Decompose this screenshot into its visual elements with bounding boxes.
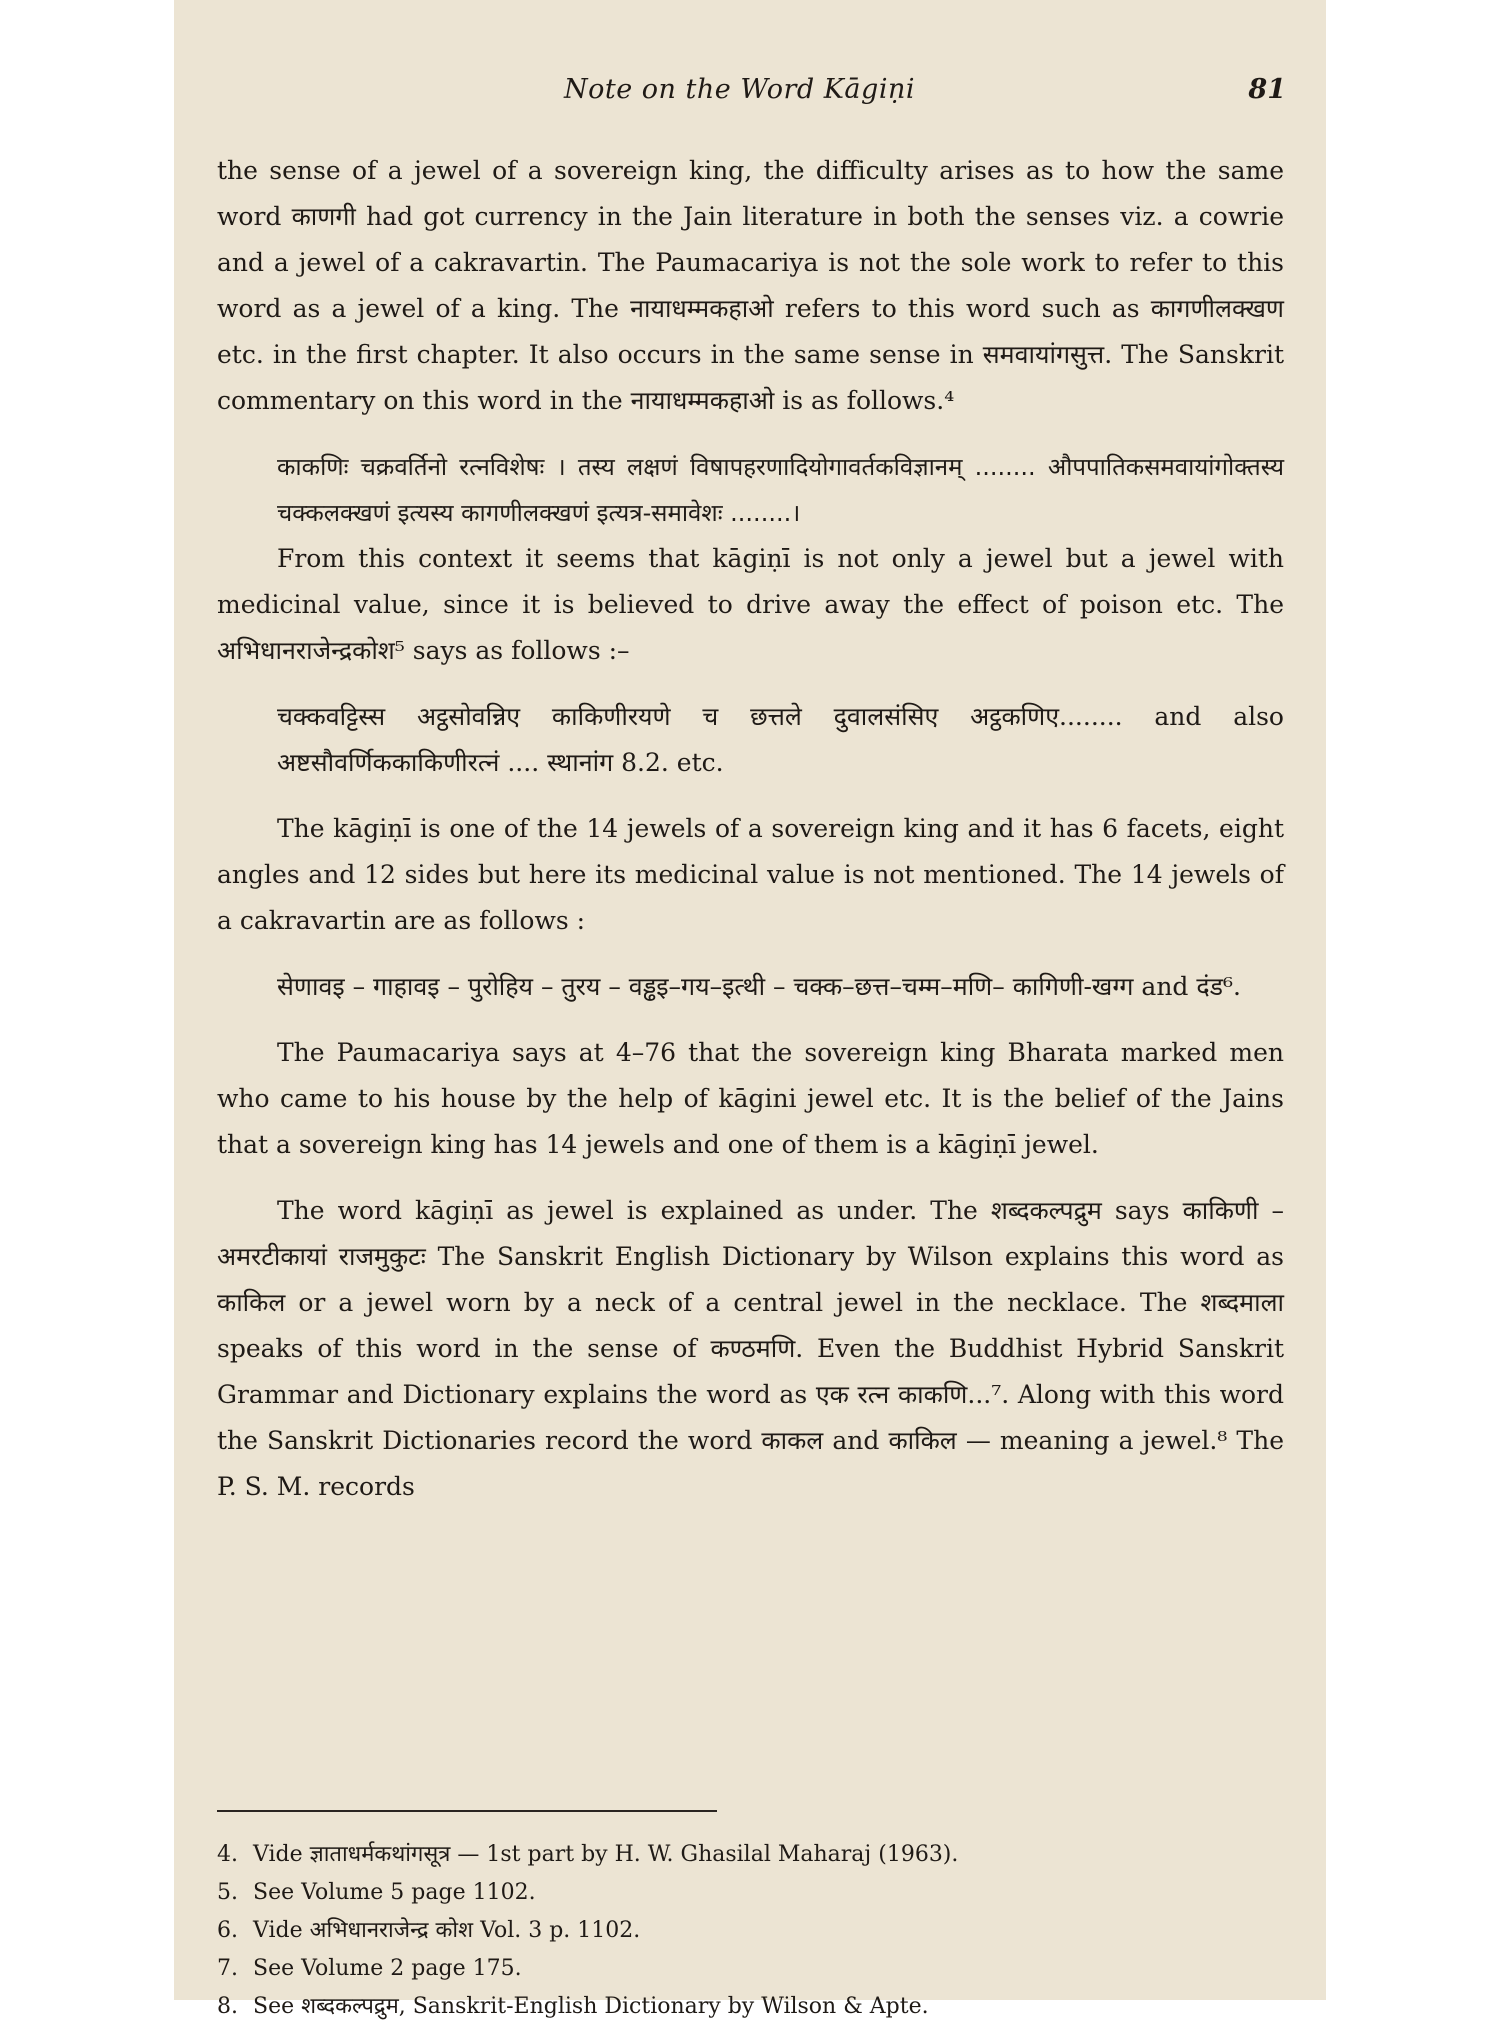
footnote-number: 6. [217,1918,238,1943]
footnote-text: See Volume 2 page 175. [253,1956,522,1981]
running-title: Note on the Word Kāgiṇi [564,74,915,105]
footnote [217,1988,1284,2026]
footnote-text: Vide ज्ञाताधर्मकथांगसूत्र — 1st part by H. W. Ghasilal Maharaj (1963). [253,1842,959,1867]
footnote-number: 7. [217,1956,238,1981]
footnote-number: 8. [217,1994,238,2019]
footnote [217,1874,1284,1912]
page-header [174,74,1326,114]
footnote-number: 4. [217,1842,238,1867]
footnote-text: Vide अभिधानराजेन्द्र कोश Vol. 3 p. 1102. [253,1918,641,1943]
footnotes [217,1836,1284,2026]
book-page [174,0,1326,2019]
paragraph-4: The Paumacariya says at 4–76 that the sovereign king Bharata marked men who came to his house by the help of kāgini jewel etc. It is the belief of the Jains that a sovereign king has 14 jewels and one of them is a kāgiṇī jewel. [217,1038,1284,1159]
main-text [217,148,1284,1510]
paragraph-1: the sense of a jewel of a sovereign king, the difficulty arises as to how the same word काणगी had got currency in the Jain literature in both the senses viz. a cowrie and a jewel of a cakravartin. The Paumacariya is not the sole work to refer to this word as a jewel of a king. The नायाधम्मकहाओ refers to this word such as कागणीलक्खण etc. in the first chapter. It also occurs in the same sense in समवायांगसुत्त. The Sanskrit commentary on this word in the नायाधम्मकहाओ is as follows.⁴ [217,156,1284,415]
paragraph-5: The word kāgiṇī as jewel is explained as under. The शब्दकल्पद्रुम says काकिणी – अमरटीकायां राजमुकुटः The Sanskrit English Dictionary by Wilson explains this word as काकिल or a jewel worn by a neck of a central jewel in the necklace. The शब्दमाला speaks of this word in the sense of कण्ठमणि. Even the Buddhist Hybrid Sanskrit Grammar and Dictionary explains the word as एक रत्न काकणि...⁷. Along with this word the Sanskrit Dictionaries record the word काकल and काकिल — meaning a jewel.⁸ The P. S. M. records [217,1196,1284,1501]
fourteen-jewels-list: सेणावइ – गाहावइ – पुरोहिय – तुरय – वड्ढइ–गय–इत्थी – चक्क–छत्त–चम्म–मणि– कागिणी-खग्ग and दंड⁶. [277,972,1241,1001]
footnote [217,1912,1284,1950]
footnote [217,1836,1284,1874]
sanskrit-commentary-quote: काकणिः चक्रवर्तिनो रत्नविशेषः । तस्य लक्षणं विषापहरणादियोगावर्तकविज्ञानम् ........ औपपातिकसमवायांगोक्तस्य चक्कलक्खणं इत्यस्य कागणीलक्खणं इत्यत्र-समावेशः ........। [277,453,1284,527]
footnote-text: See शब्दकल्पद्रुम, Sanskrit-English Dictionary by Wilson & Apte. [253,1994,929,2019]
prakrit-quote: चक्कवट्टिस्स अट्ठसोवन्निए काकिणीरयणे च छत्तले दुवालसंसिए अट्ठकणिए........ and also अष्टसौवर्णिककाकिणीरत्नं .... स्थानांग 8.2. etc. [277,702,1284,777]
footnote [217,1950,1284,1988]
paragraph-3: The kāgiṇī is one of the 14 jewels of a sovereign king and it has 6 facets, eight angles and 12 sides but here its medicinal value is not mentioned. The 14 jewels of a cakravartin are as follows : [217,814,1284,935]
footnote-number: 5. [217,1880,238,1905]
page-number: 81 [1248,74,1286,105]
paragraph-2: From this context it seems that kāgiṇī is not only a jewel but a jewel with medicinal value, since it is believed to drive away the effect of poison etc. The अभिधानराजेन्द्रकोश⁵ says as follows :– [217,544,1284,665]
footnote-text: See Volume 5 page 1102. [253,1880,536,1905]
footnote-rule [217,1810,717,1812]
